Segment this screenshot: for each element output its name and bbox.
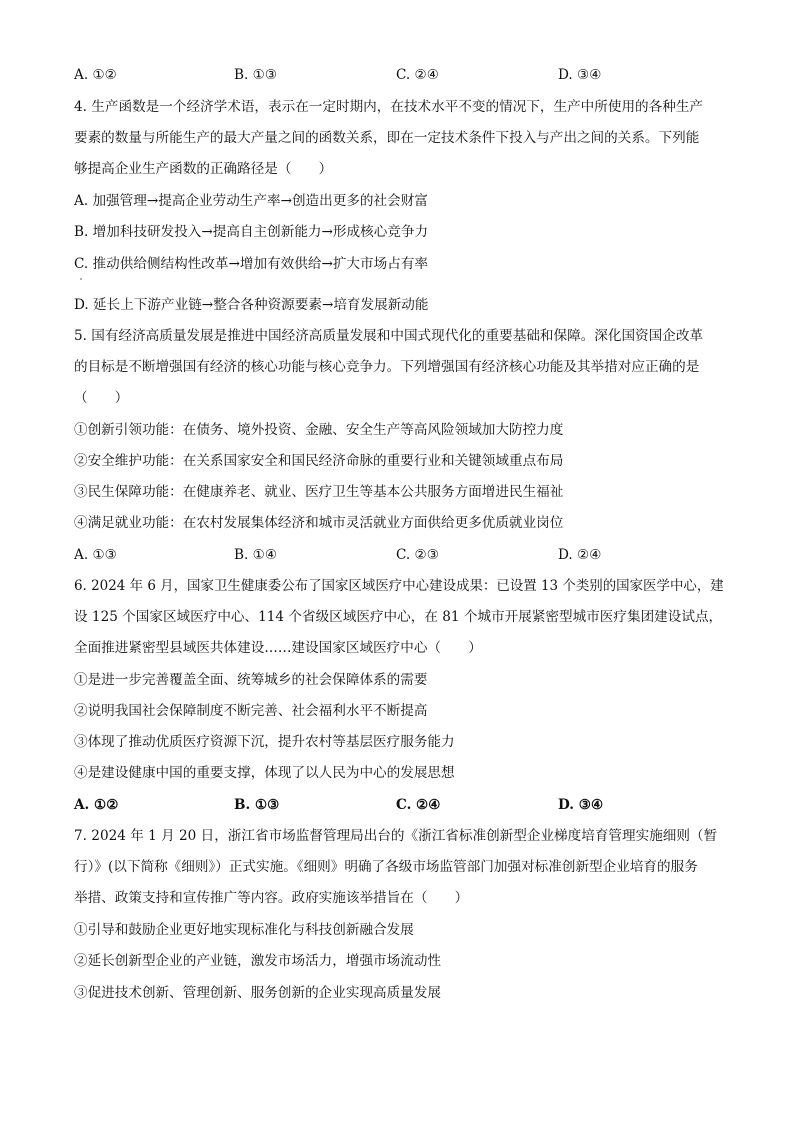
q7-stem-line-3: 举措、政策支持和宣传推广等内容。政府实施该举措旨在（ ） <box>74 890 469 906</box>
q5-stem-line-3: （ ） <box>74 390 129 406</box>
q7-item-1: ①引导和鼓励企业更好地实现标准化与科技创新融合发展 <box>74 922 414 938</box>
q6-item-2: ②说明我国社会保障制度不断完善、社会福利水平不断提高 <box>74 703 428 719</box>
q5-stem-line-2: 的目标是不断增强国有经济的核心功能与核心竞争力。下列增强国有经济核心功能及其举措对应正确的是 <box>74 359 700 375</box>
q7-item-3: ③促进技术创新、管理创新、服务创新的企业实现高质量发展 <box>74 985 442 1001</box>
q6-item-1: ①是进一步完善覆盖全面、统筹城乡的社会保障体系的需要 <box>74 672 428 688</box>
q5-option-a: A. ①③ <box>74 547 117 563</box>
q4-stem-line-2: 要素的数量与所能生产的最大产量之间的函数关系，即在一定技术条件下投入与产出之间的关系。下列能 <box>74 130 700 146</box>
q5-stem-line-1: 5. 国有经济高质量发展是推进中国经济高质量发展和中国式现代化的重要基础和保障。深化国资国企改革 <box>74 328 704 344</box>
q4-option-c: C. 推动供给侧结构性改革→增加有效供给→扩大市场占有率 <box>74 256 428 272</box>
q6-option-a: A. ①② <box>74 797 119 813</box>
q6-stem-line-3: 全面推进紧密型县域医共体建设……建设国家区域医疗中心（ ） <box>74 640 482 656</box>
q7-stem-line-2: 行）》(以下简称《细则》）正式实施。《细则》明确了各级市场监管部门加强对标准创新型企业培育的服务 <box>74 859 698 875</box>
q5-item-2: ②安全维护功能：在关系国家安全和国民经济命脉的重要行业和关键领域重点布局 <box>74 453 564 469</box>
q4-option-b: B. 增加科技研发投入→提高自主创新能力→形成核心竞争力 <box>74 224 429 240</box>
q7-item-2: ②延长创新型企业的产业链，激发市场活力，增强市场流动性 <box>74 953 442 969</box>
q4-option-a: A. 加强管理→提高企业劳动生产率→创造出更多的社会财富 <box>74 193 428 209</box>
q5-options <box>0 545 794 565</box>
q6-item-3: ③体现了推动优质医疗资源下沉，提升农村等基层医疗服务能力 <box>74 734 455 750</box>
q3-option-b: B. ①③ <box>234 67 278 83</box>
q6-item-4: ④是建设健康中国的重要支撑，体现了以人民为中心的发展思想 <box>74 765 455 781</box>
q6-options <box>0 795 794 815</box>
q5-option-c: C. ②③ <box>396 547 439 563</box>
q4-stem-line-3: 够提高企业生产函数的正确路径是（ ） <box>74 161 333 177</box>
q5-option-d: D. ②④ <box>558 547 602 563</box>
q3-options <box>0 65 794 85</box>
q4-stem-line-1: 4. 生产函数是一个经济学术语，表示在一定时期内，在技术水平不变的情况下，生产中所使用的各种生产 <box>74 99 704 115</box>
q6-option-c: C. ②④ <box>396 797 441 813</box>
q7-stem-line-1: 7. 2024 年 1 月 20 日，浙江省市场监督管理局出台的《浙江省标准创新型企业梯度培育管理实施细则（暂 <box>74 828 718 844</box>
stray-dot <box>80 278 82 280</box>
q6-option-b: B. ①③ <box>234 797 280 813</box>
q6-option-d: D. ③④ <box>558 797 604 813</box>
q3-option-d: D. ③④ <box>558 67 602 83</box>
q5-item-3: ③民生保障功能：在健康养老、就业、医疗卫生等基本公共服务方面增进民生福祉 <box>74 484 564 500</box>
q5-item-1: ①创新引领功能：在债务、境外投资、金融、安全生产等高风险领域加大防控力度 <box>74 422 564 438</box>
q3-option-c: C. ②④ <box>396 67 439 83</box>
q5-item-4: ④满足就业功能：在农村发展集体经济和城市灵活就业方面供给更多优质就业岗位 <box>74 515 564 531</box>
q5-option-b: B. ①④ <box>234 547 278 563</box>
q4-option-d: D. 延长上下游产业链→整合各种资源要素→培育发展新动能 <box>74 297 429 313</box>
q6-stem-line-1: 6. 2024 年 6 月，国家卫生健康委公布了国家区域医疗中心建设成果：已设置 13 个类别的国家医学中心，建 <box>74 578 724 594</box>
q3-option-a: A. ①② <box>74 67 117 83</box>
q6-stem-line-2: 设 125 个国家区域医疗中心、114 个省级区域医疗中心，在 81 个城市开展紧密型城市医疗集团建设试点， <box>74 609 723 625</box>
